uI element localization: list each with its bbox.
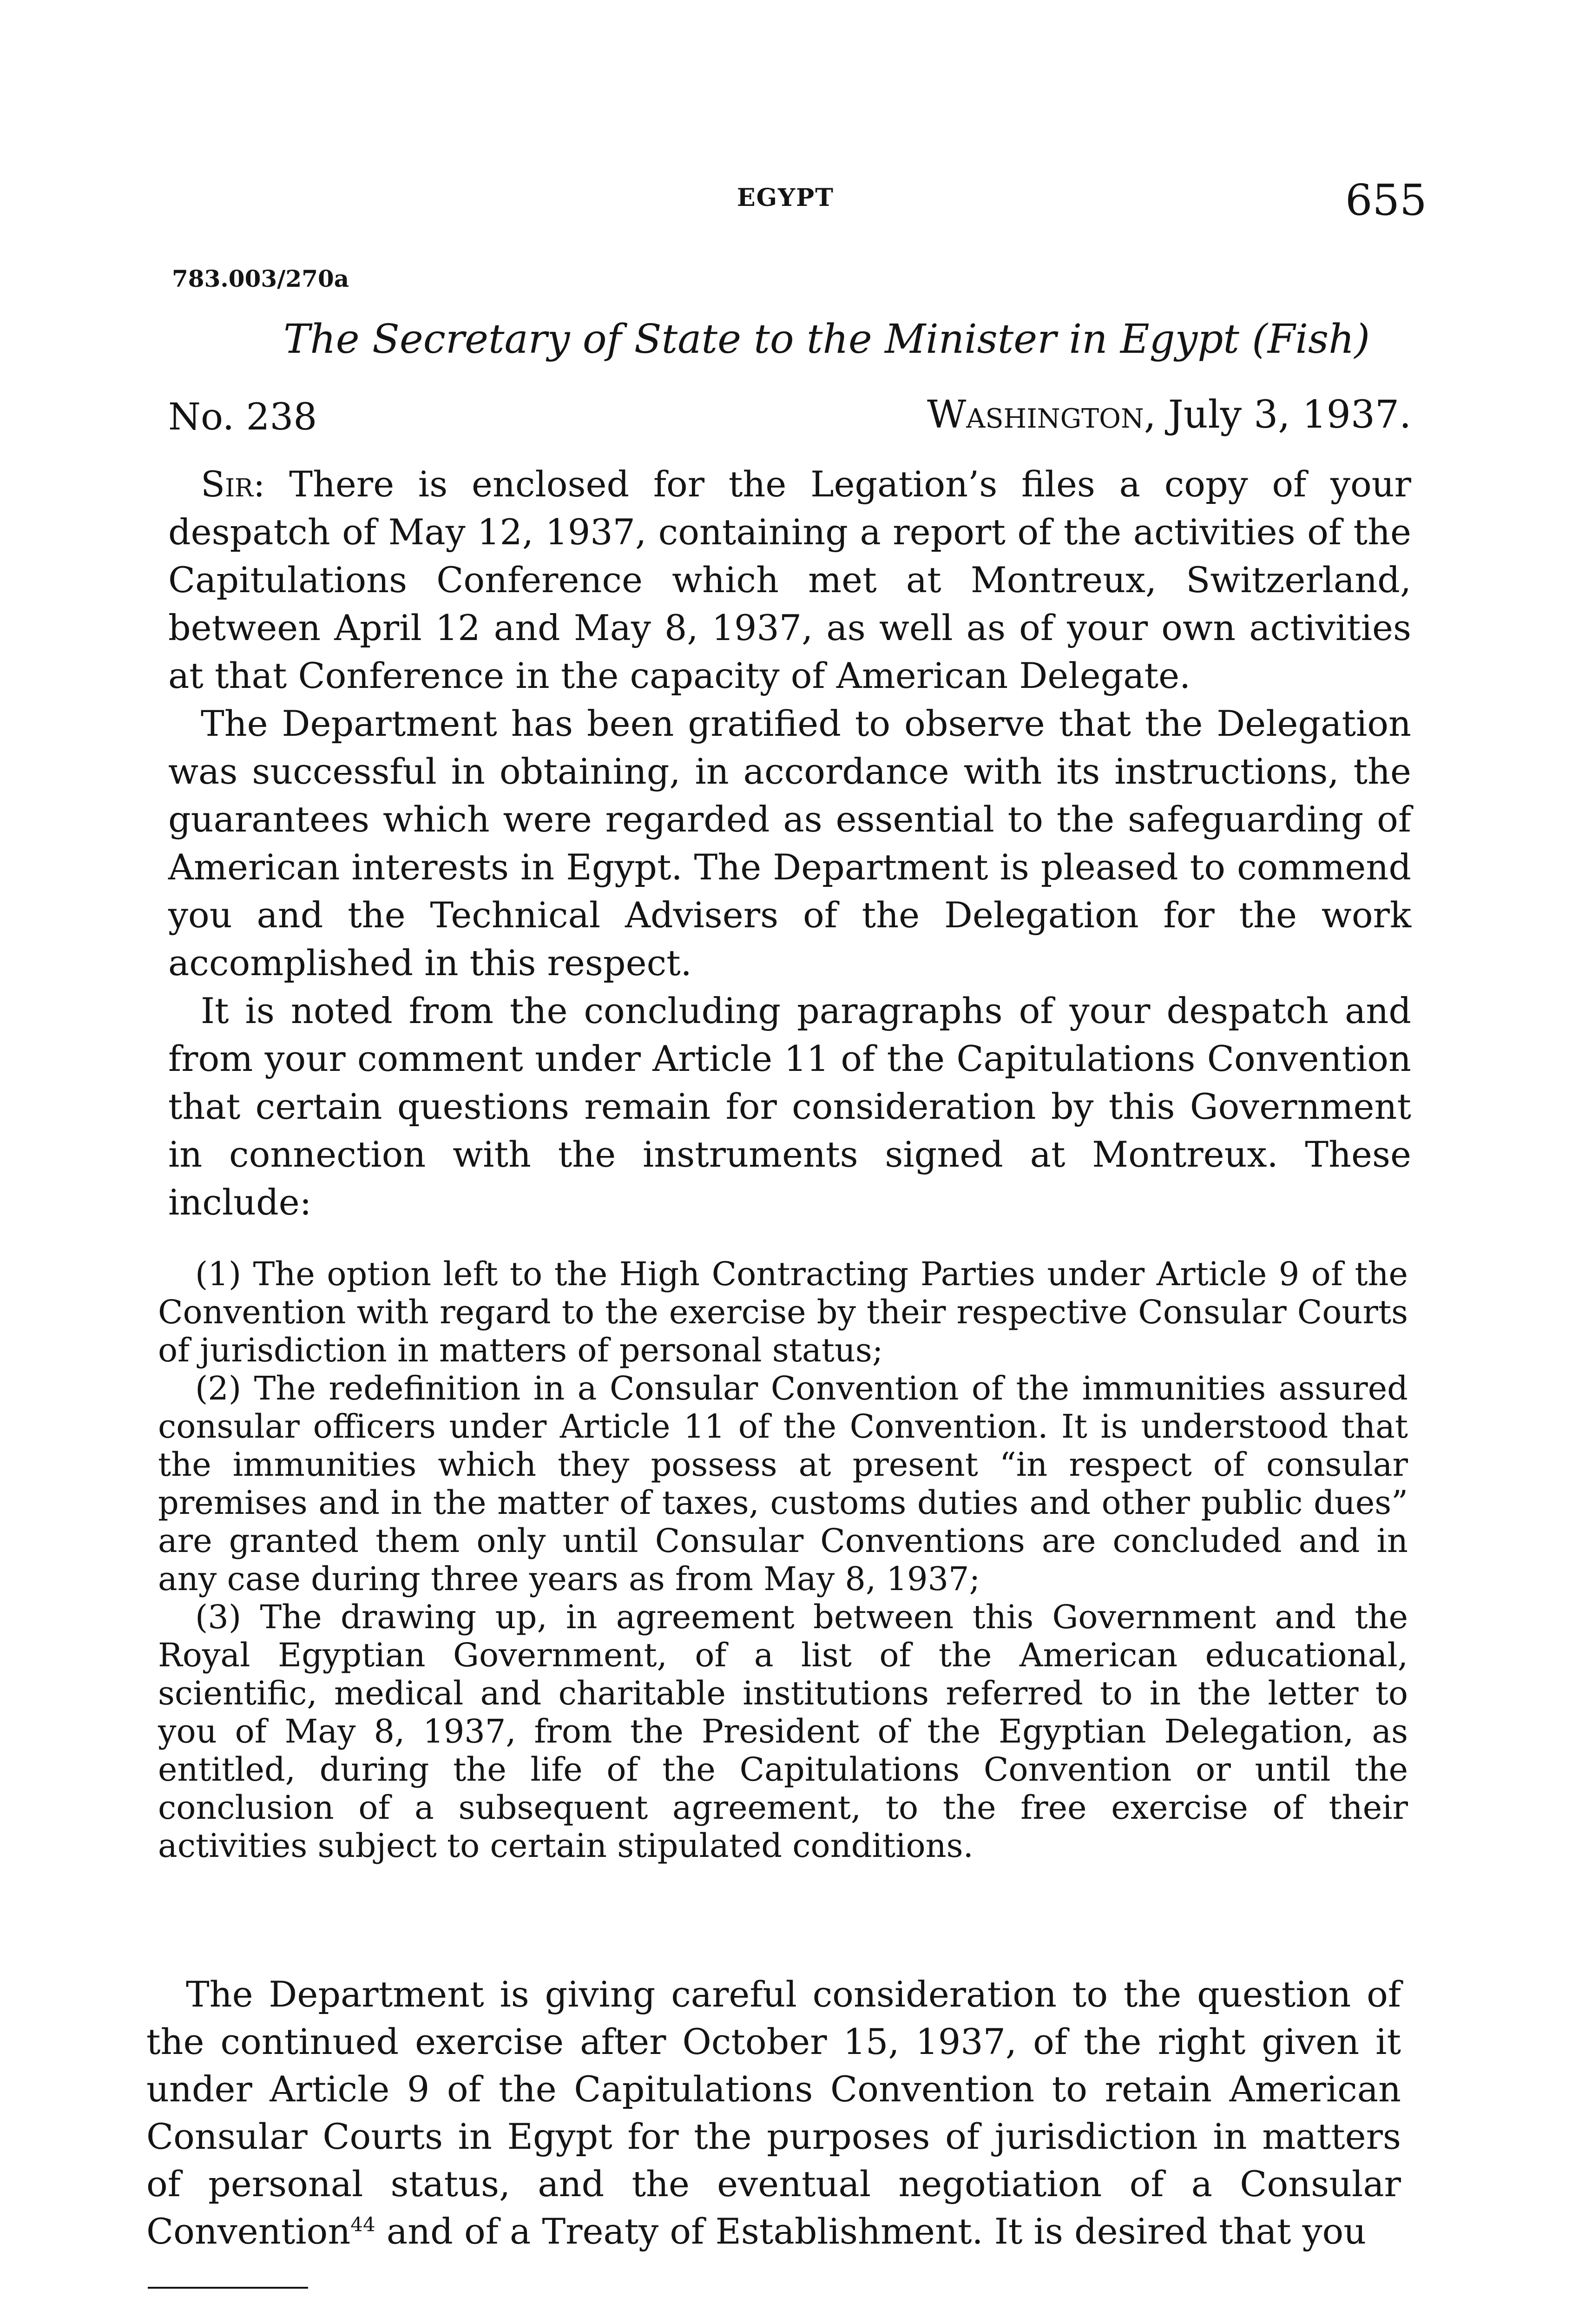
paragraph-1 (168, 460, 1411, 700)
closing-paragraph (146, 1971, 1401, 2255)
running-head: EGYPT (737, 184, 834, 212)
closing-text-end: and of a Treaty of Establishment. It is desired that you (375, 2211, 1367, 2252)
paragraph-1-text: : There is enclosed for the Legation’s files a copy of your despatch of May 12, 1937, containing a report of the activities of the Capitulations Conference which met at Montreux, Switzerland, between April 12 and May 8, 1937, as well as of your own activities at that Conference in the capacity of American Delegate. (168, 463, 1411, 696)
closing-paragraph-block (146, 1971, 1401, 2255)
body-text (168, 460, 1411, 1226)
place: Washington (927, 393, 1144, 437)
document-heading: The Secretary of State to the Minister in Egypt (Fish) (283, 316, 1370, 363)
closing-text: The Department is giving careful consideration to the question of the continued exercise after October 15, 1937, of the right given it under Article 9 of the Capitulations Convention to retain American Consular Courts in Egypt for the purposes of jurisdiction in matters of personal status, and the eventual negotiation of a Consular Convention (146, 1974, 1401, 2252)
document-number: No. 238 (168, 395, 317, 438)
list-item: (1) The option left to the High Contracting Parties under Article 9 of the Convention with regard to the exercise by their respective Consular Courts of jurisdiction in matters of personal status; (158, 1255, 1408, 1369)
enumerated-list (158, 1255, 1408, 1865)
page-number: 655 (1345, 175, 1427, 225)
place-date (927, 393, 1411, 437)
list-item: (3) The drawing up, in agreement between this Government and the Royal Egyptian Government, of a list of the American educational, scientific, medical and charitable institutions referred to in the letter to you of May 8, 1937, from the President of the Egyptian Delegation, as entitled, during the life of the Capitulations Convention or until the conclusion of a subsequent agreement, to the free exercise of their activities subject to certain stipulated conditions. (158, 1598, 1408, 1865)
paragraph-3: It is noted from the concluding paragraphs of your despatch and from your comment under Article 11 of the Capitulations Convention that certain questions remain for consideration by this Government in connection with the instruments signed at Montreux. These include: (168, 990, 1411, 1223)
date: , July 3, 1937. (1144, 393, 1412, 437)
footnote-reference[interactable]: 44 (350, 2213, 375, 2236)
file-number: 783.003/270a (172, 265, 349, 292)
paragraph-2: The Department has been gratified to observe that the Delegation was successful in obtaining, in accordance with its instructions, the guarantees which were regarded as essential to the safeguarding of American interests in Egypt. The Department is pleased to commend you and the Technical Advisers of the Delegation for the work accomplished in this respect. (168, 703, 1411, 984)
salutation: Sir (201, 463, 253, 505)
footnote-divider (148, 2287, 308, 2289)
list-item: (2) The redefinition in a Consular Convention of the immunities assured consular officers under Article 11 of the Convention. It is understood that the immunities which they possess at present “in respect of consular premises and in the matter of taxes, customs duties and other public dues” are granted them only until Consular Conventions are concluded and in any case during three years as from May 8, 1937; (158, 1369, 1408, 1598)
